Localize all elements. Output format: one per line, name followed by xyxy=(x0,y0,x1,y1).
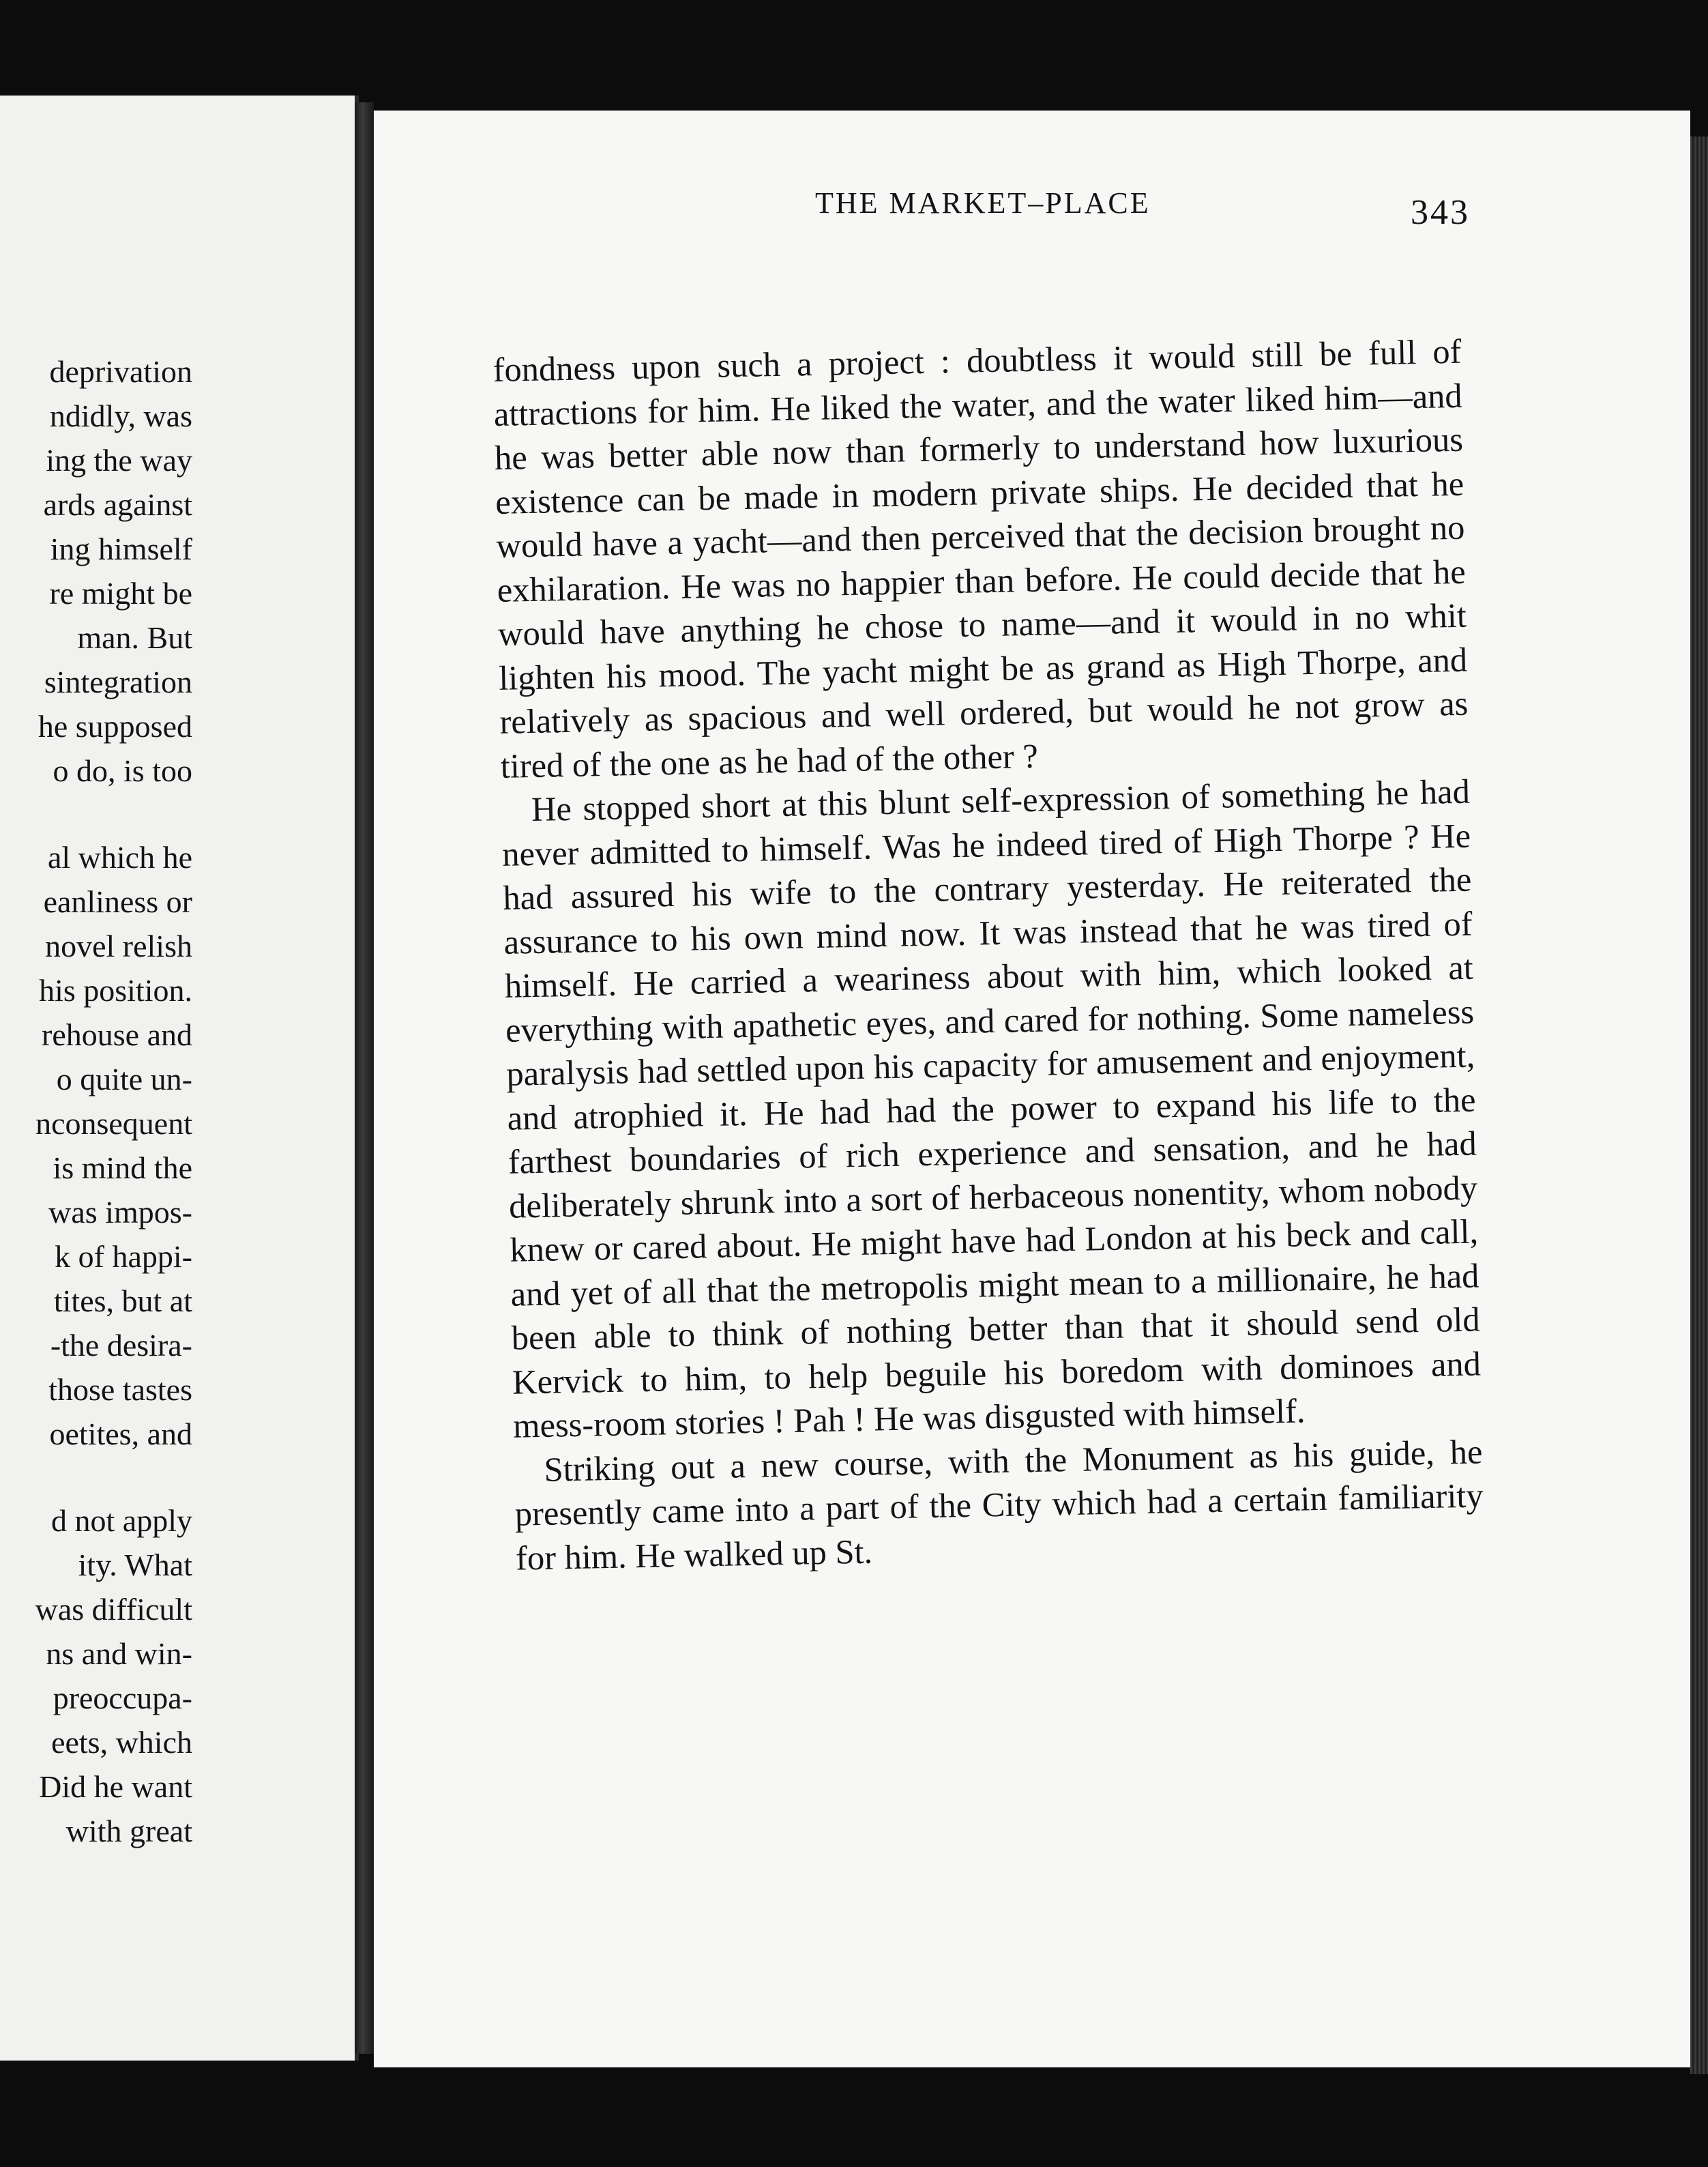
left-page-line-text: rehouse and xyxy=(42,1017,192,1052)
left-page-line xyxy=(0,1234,192,1279)
left-page-line xyxy=(0,1367,192,1412)
left-page-line-text: preoccupa- xyxy=(53,1681,192,1715)
left-page-line xyxy=(0,1013,192,1057)
left-page-line xyxy=(0,1323,192,1367)
left-page-line xyxy=(0,835,192,879)
left-page-line xyxy=(0,660,192,704)
left-page-line-text: ity. What xyxy=(78,1547,192,1582)
left-page-line-text: was difficult xyxy=(35,1592,192,1627)
left-page-line xyxy=(0,1720,192,1764)
left-page-line xyxy=(0,748,192,793)
left-page-line xyxy=(0,924,192,968)
left-page-line-text: eets, which xyxy=(51,1725,192,1760)
left-page-line-text: al which he xyxy=(47,840,192,875)
left-page-line xyxy=(0,1146,192,1190)
left-page-line xyxy=(0,438,192,482)
paragraph: fondness upon such a project : doubtless it would still be full of attractions for him. He liked the water, and the water liked him—and he was better able now than formerly to understand how luxurious existence can be made in modern private ships. He decided that he would have a yacht—and then perceived that the decision brought no exhilaration. He was no happier than before. He could decide that he would have anything he chose to name—and it would in no whit lighten his mood. The yacht might be as grand as High Thorpe, and relatively as spacious and well ordered, but would he not grow as tired of the one as he had of the other ? xyxy=(492,332,1469,785)
left-page-line-text: sintegration xyxy=(44,665,192,699)
left-page-line xyxy=(0,968,192,1013)
left-page-line-text: deprivation xyxy=(49,354,192,389)
left-page-line-text: re might be xyxy=(49,576,192,611)
left-page-line xyxy=(0,1587,192,1631)
body-text xyxy=(492,330,1484,1580)
left-page-line xyxy=(0,615,192,660)
left-page-line-text: he supposed xyxy=(38,709,192,744)
running-title: THE MARKET–PLACE xyxy=(815,186,1151,220)
left-page-line xyxy=(0,394,192,438)
left-page-line-text: man. But xyxy=(77,620,192,655)
left-page-line xyxy=(0,1631,192,1676)
left-page-line xyxy=(0,1764,192,1809)
left-page-line-text: ards against xyxy=(43,487,192,522)
left-page-line-text: k of happi- xyxy=(55,1239,192,1274)
left-page-line xyxy=(0,1456,192,1498)
left-page xyxy=(0,96,359,2061)
left-page-text xyxy=(0,349,192,1853)
left-page-line xyxy=(0,704,192,748)
left-page-line xyxy=(0,1543,192,1587)
left-page-line-text: novel relish xyxy=(45,929,192,963)
left-page-line xyxy=(0,1676,192,1720)
page-edges xyxy=(1690,136,1708,2074)
left-page-line-text: d not apply xyxy=(51,1503,192,1538)
left-page-line-text: -the desira- xyxy=(50,1328,192,1363)
left-page-line-text: o do, is too xyxy=(53,753,192,788)
left-page-line-text: oetites, and xyxy=(49,1416,192,1451)
left-page-line xyxy=(0,1190,192,1234)
left-page-line-text: with great xyxy=(65,1814,192,1848)
paragraph: He stopped short at this blunt self-expression of something he had never admitted to himself. Was he indeed tired of High Thorpe ? He had assured his wife to the contrary yesterday. He reiterated the assurance to his own mind now. It was instead that he was tired of himself. He carried a weariness about with him, which looked at everything with apathetic eyes, and cared for nothing. Some nameless paralysis had settled upon his capacity for amusement and enjoyment, and atrophied it. He had had the power to expand his life to the farthest boundaries of rich experience and sensation, and he had deliberately shrunk into a sort of herbaceous nonentity, whom nobody knew or cared about. He might have had London at his beck and call, and yet of all that the metropolis might mean to a millionaire, he had been able to think of nothing better than that it should send old Kervick to him, to help beguile his boredom with dominoes and mess-room stories ! Pah ! He was disgusted with himself. xyxy=(501,772,1482,1445)
book-gutter xyxy=(355,102,374,2054)
left-page-line-text: nconsequent xyxy=(35,1106,192,1141)
left-page-line-text: is mind the xyxy=(53,1150,192,1185)
left-page-line-text: ndidly, was xyxy=(49,398,192,433)
left-page-line xyxy=(0,527,192,571)
left-page-line xyxy=(0,349,192,394)
left-page-line xyxy=(0,1101,192,1146)
left-page-line xyxy=(0,1057,192,1101)
left-page-line-text: those tastes xyxy=(48,1372,192,1407)
left-page-line xyxy=(0,571,192,615)
left-page-line-text: ns and win- xyxy=(46,1636,192,1671)
left-page-line-text: o quite un- xyxy=(56,1062,192,1096)
left-page-line xyxy=(0,482,192,527)
left-page-line xyxy=(0,879,192,924)
left-page-line-text: ing himself xyxy=(50,532,192,566)
left-page-line-text: tites, but at xyxy=(53,1283,192,1318)
page-number: 343 xyxy=(1411,193,1470,232)
left-page-line-text: his position. xyxy=(39,973,192,1008)
left-page-line xyxy=(0,1809,192,1853)
left-page-line xyxy=(0,1279,192,1323)
left-page-line xyxy=(0,793,192,835)
left-page-line-text: eanliness or xyxy=(43,884,192,919)
left-page-line-text: ing the way xyxy=(46,443,192,478)
paragraph: Striking out a new course, with the Monument as his guide, he presently came into a part of the City which had a certain familiarity for him. He walked up St. xyxy=(514,1431,1484,1577)
left-page-line xyxy=(0,1498,192,1543)
left-page-line-text: was impos- xyxy=(48,1195,192,1230)
left-page-line-text: Did he want xyxy=(39,1769,192,1804)
left-page-line xyxy=(0,1412,192,1456)
